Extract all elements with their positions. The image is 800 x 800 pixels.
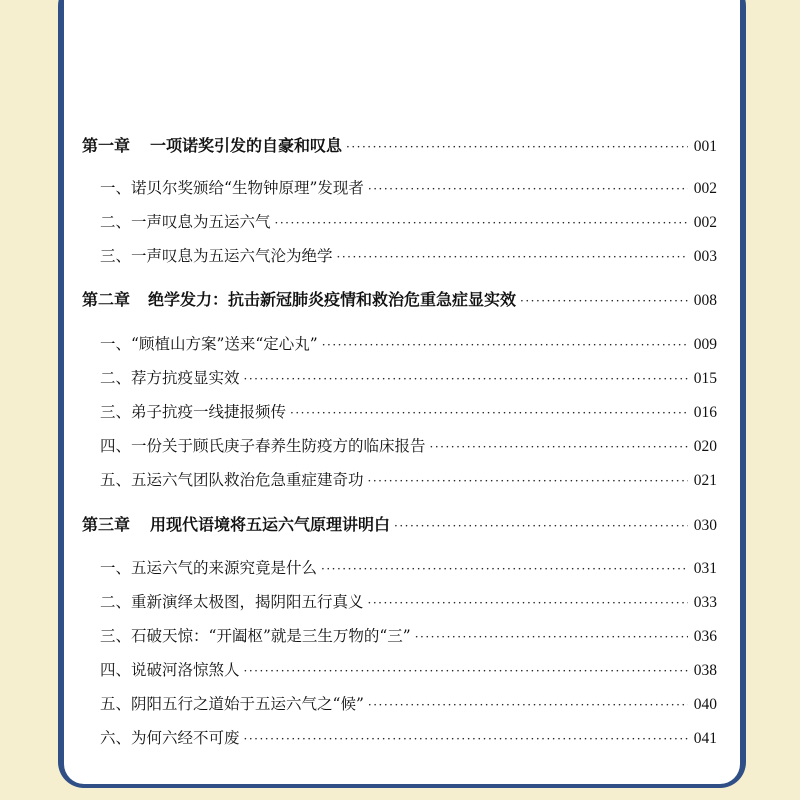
- section-number: 六、: [100, 729, 132, 747]
- section-number: 二、: [100, 369, 132, 387]
- toc-section: [0, 658, 800, 688]
- section-number: 四、: [100, 661, 132, 679]
- section-number: 一、: [100, 179, 132, 197]
- section-title: 石破天惊：“开阖枢”就是三生万物的“三”: [131, 627, 411, 645]
- chapter-number: 第二章: [82, 290, 131, 309]
- dot-leader: [290, 406, 688, 420]
- section-title: 荐方抗疫显实效: [131, 369, 240, 387]
- toc-section: [0, 210, 800, 240]
- dot-leader: [244, 372, 688, 386]
- chapter-number: 第一章: [82, 136, 131, 155]
- toc-section: [0, 400, 800, 430]
- toc-section: [0, 624, 800, 654]
- section-number: 一、: [100, 335, 132, 353]
- section-number: 五、: [100, 471, 132, 489]
- toc-chapter-3: [0, 512, 800, 542]
- section-title: “顾植山方案”送来“定心丸”: [131, 335, 318, 353]
- section-number: 三、: [100, 403, 132, 421]
- toc-section: [0, 590, 800, 620]
- page-number: 015: [693, 370, 717, 387]
- page-number: 020: [693, 438, 717, 455]
- chapter-title: 用现代语境将五运六气原理讲明白: [150, 515, 391, 534]
- dot-leader: [368, 182, 688, 196]
- section-title: 一声叹息为五运六气沦为绝学: [131, 247, 333, 265]
- section-title: 弟子抗疫一线捷报频传: [131, 403, 287, 421]
- toc-section: [0, 556, 800, 586]
- page-number: 036: [693, 628, 717, 645]
- page-number: 021: [693, 472, 717, 489]
- dot-leader: [368, 474, 688, 488]
- section-number: 二、: [100, 213, 132, 231]
- section-title: 说破河洛惊煞人: [131, 661, 240, 679]
- page-number: 016: [693, 404, 717, 421]
- dot-leader: [394, 519, 688, 533]
- section-number: 三、: [100, 627, 132, 645]
- section-title: 诺贝尔奖颁给“生物钟原理”发现者: [131, 179, 364, 197]
- dot-leader: [368, 698, 688, 712]
- dot-leader: [321, 562, 688, 576]
- page-number: 041: [693, 730, 717, 747]
- section-title: 五运六气团队救治危急重症建奇功: [131, 471, 364, 489]
- toc-chapter-2: [0, 287, 800, 317]
- page-number: 031: [693, 560, 717, 577]
- dot-leader: [244, 664, 688, 678]
- section-number: 三、: [100, 247, 132, 265]
- toc-section: [0, 332, 800, 362]
- dot-leader: [322, 338, 688, 352]
- page-number: 002: [693, 180, 717, 197]
- page-number: 009: [693, 336, 717, 353]
- section-number: 一、: [100, 559, 132, 577]
- toc-section: [0, 434, 800, 464]
- chapter-title: 绝学发力：抗击新冠肺炎疫情和救治危重急症显实效: [148, 290, 517, 309]
- toc-section: [0, 692, 800, 722]
- page-number: 033: [693, 594, 717, 611]
- toc-chapter-1: [0, 133, 800, 163]
- section-title: 五运六气的来源究竟是什么: [131, 559, 318, 577]
- page-number: 008: [693, 292, 717, 309]
- dot-leader: [430, 440, 688, 454]
- dot-leader: [415, 630, 688, 644]
- page-number: 001: [693, 138, 717, 155]
- page-number: 002: [693, 214, 717, 231]
- section-title: 一份关于顾氏庚子春养生防疫方的临床报告: [131, 437, 426, 455]
- dot-leader: [368, 596, 688, 610]
- dot-leader: [244, 732, 688, 746]
- toc-section: [0, 726, 800, 756]
- dot-leader: [275, 216, 688, 230]
- toc-section: [0, 176, 800, 206]
- dot-leader: [346, 140, 688, 154]
- section-title: 阴阳五行之道始于五运六气之“候”: [131, 695, 364, 713]
- toc-section: [0, 244, 800, 274]
- page-number: 038: [693, 662, 717, 679]
- section-number: 二、: [100, 593, 132, 611]
- section-title: 一声叹息为五运六气: [131, 213, 271, 231]
- page-number: 030: [693, 517, 717, 534]
- chapter-title: 一项诺奖引发的自豪和叹息: [150, 136, 343, 155]
- toc-section: [0, 468, 800, 498]
- section-number: 四、: [100, 437, 132, 455]
- page-number: 040: [693, 696, 717, 713]
- section-title: 为何六经不可废: [131, 729, 240, 747]
- dot-leader: [520, 294, 688, 308]
- section-title: 重新演绎太极图，揭阴阳五行真义: [131, 593, 364, 611]
- section-number: 五、: [100, 695, 132, 713]
- chapter-number: 第三章: [82, 515, 131, 534]
- toc-section: [0, 366, 800, 396]
- dot-leader: [337, 250, 688, 264]
- page-number: 003: [693, 248, 717, 265]
